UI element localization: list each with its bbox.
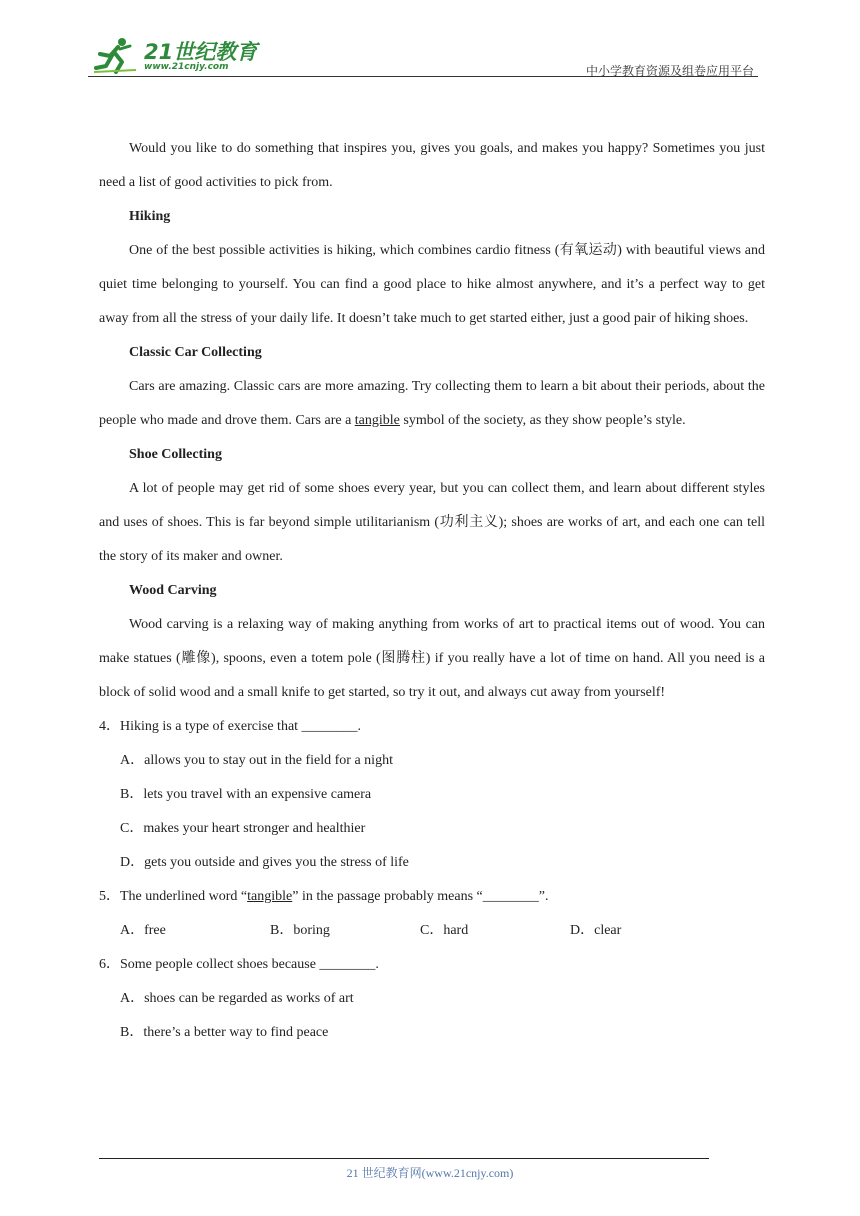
logo-text: 21世纪教育 [144, 40, 258, 64]
body-text: symbol of the society, as they show people’s style. [399, 413, 686, 428]
stem-text: 5．The underlined word “ [99, 889, 248, 904]
answer-options-row [99, 914, 765, 948]
underlined-word: tangible [247, 889, 293, 904]
page-footer: 21 世纪教育网(www.21cnjy.com) [346, 1166, 514, 1180]
section-body [99, 370, 765, 438]
answer-option: C．hard [420, 923, 469, 938]
answer-option: B．there’s a better way to find peace [120, 1025, 329, 1040]
platform-name: 中小学教育资源及组卷应用平台 [585, 64, 754, 78]
section-heading: Shoe Collecting [129, 447, 222, 462]
body-text: Cars are amazing. Classic cars are more amazing. Try collecting them to learn a bit about their periods, about the people who made and drove them. Cars are a [99, 379, 765, 428]
document-body [99, 132, 765, 1050]
runner-logo-icon [92, 36, 142, 76]
answer-option: A．allows you to stay out in the field for a night [120, 753, 393, 768]
answer-option: D．clear [570, 923, 622, 938]
section-heading: Hiking [129, 209, 171, 224]
section-heading: Classic Car Collecting [129, 345, 262, 360]
section-body: One of the best possible activities is hiking, which combines cardio fitness (有氧运动) with beautiful views and quiet time belonging to yourself. You can find a good place to hike almost anywhere, and it’s a perfect way to get away from all the stress of your daily life. It doesn’t take much to get started either, just a good pair of hiking shoes. [99, 243, 765, 326]
logo [92, 36, 262, 76]
page-header [88, 30, 758, 80]
section-body: Wood carving is a relaxing way of making anything from works of art to practical items out of wood. You can make statues (雕像), spoons, even a totem pole (图腾柱) if you really have a lot of time on hand. All you need is a block of solid wood and a small knife to get started, so try it out, and always cut away from yourself! [99, 617, 765, 700]
section-body: A lot of people may get rid of some shoes every year, but you can collect them, and learn about different styles and uses of shoes. This is far beyond simple utilitarianism (功利主义); shoes are works of art, and each one can tell the story of its maker and owner. [99, 481, 765, 564]
answer-option: C．makes your heart stronger and healthier [120, 821, 366, 836]
logo-url: www.21cnjy.com [144, 62, 229, 72]
answer-option: A．free [120, 923, 166, 938]
section-heading: Wood Carving [129, 583, 217, 598]
question-stem [99, 880, 765, 914]
answer-option: B．boring [270, 923, 330, 938]
stem-text: ” in the passage probably means “________”. [292, 889, 549, 904]
footer-divider [99, 1158, 709, 1159]
answer-option: B．lets you travel with an expensive camera [120, 787, 372, 802]
header-divider [88, 76, 758, 77]
question-stem: 6．Some people collect shoes because ________. [99, 957, 379, 972]
underlined-word: tangible [354, 413, 400, 428]
question-stem: 4．Hiking is a type of exercise that ________. [99, 719, 362, 734]
passage-intro: Would you like to do something that inspires you, gives you goals, and makes you happy? Sometimes you just need a list of good activities to pick from. [99, 141, 765, 190]
answer-option: A．shoes can be regarded as works of art [120, 991, 354, 1006]
answer-option: D．gets you outside and gives you the stress of life [120, 855, 409, 870]
